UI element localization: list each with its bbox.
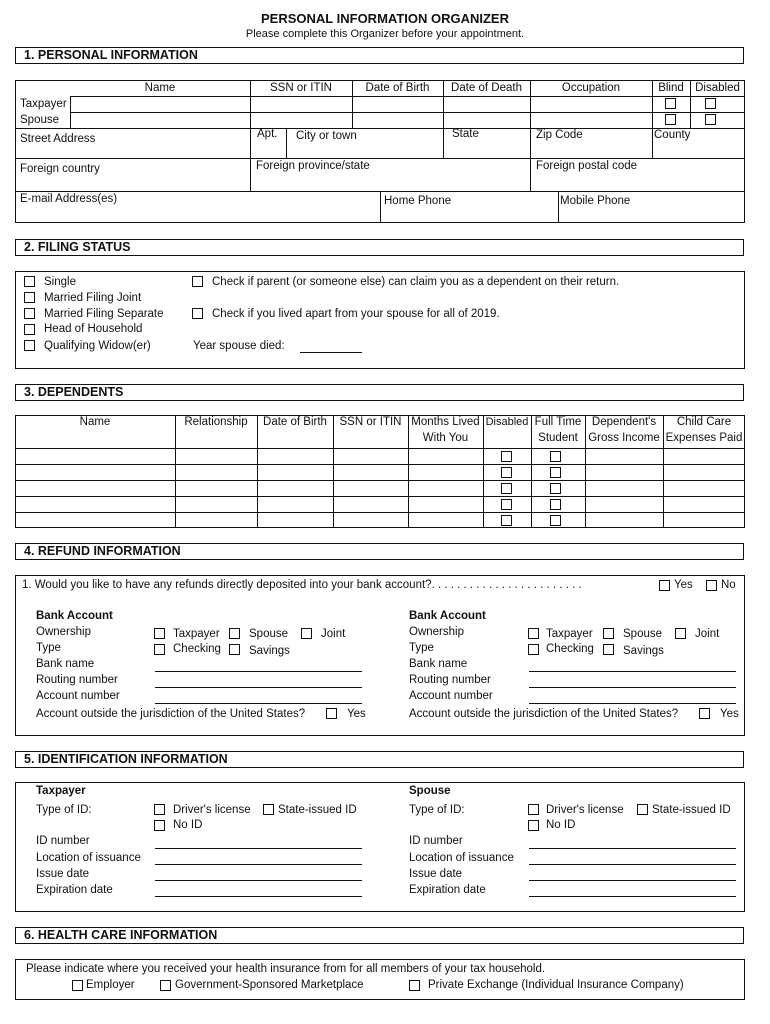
dependent-claim-label: Check if parent (or someone else) can claim you as a dependent on their return. bbox=[212, 276, 620, 288]
dep2-disabled-checkbox[interactable] bbox=[501, 467, 512, 478]
bank1-name-label: Bank name bbox=[36, 658, 95, 670]
id1-state-label: State-issued ID bbox=[278, 804, 357, 816]
id2-type-label: Type of ID: bbox=[409, 804, 465, 816]
bank1-routing-label: Routing number bbox=[36, 674, 118, 686]
bank2-spouse-checkbox[interactable] bbox=[603, 628, 614, 639]
id2-expiration-label: Expiration date bbox=[409, 884, 486, 896]
dep-col-relationship: Relationship bbox=[184, 416, 248, 428]
refund-no-label: No bbox=[721, 579, 736, 591]
lived-apart-checkbox[interactable] bbox=[192, 308, 203, 319]
bank2-outside-yes-label: Yes bbox=[720, 708, 739, 720]
id1-drivers-label: Driver's license bbox=[173, 804, 251, 816]
foreign-province-label: Foreign province/state bbox=[256, 160, 370, 172]
id2-location-field[interactable] bbox=[529, 864, 736, 865]
employer-checkbox[interactable] bbox=[72, 980, 83, 991]
col-name: Name bbox=[144, 82, 176, 94]
bank2-routing-label: Routing number bbox=[409, 674, 491, 686]
bank2-outside-checkbox[interactable] bbox=[699, 708, 710, 719]
refund-yes-label: Yes bbox=[674, 579, 693, 591]
bank2-routing-field[interactable] bbox=[529, 687, 736, 688]
taxpayer-row-label: Taxpayer bbox=[20, 98, 67, 110]
qw-checkbox[interactable] bbox=[24, 340, 35, 351]
col-disabled: Disabled bbox=[695, 82, 740, 94]
bank2-outside-label: Account outside the jurisdiction of the United States? bbox=[409, 708, 679, 720]
dep-col-fulltime: Full Time bbox=[534, 416, 582, 428]
col-blind: Blind bbox=[658, 82, 684, 94]
id1-type-label: Type of ID: bbox=[36, 804, 92, 816]
id1-expiration-field[interactable] bbox=[155, 896, 362, 897]
bank1-outside-checkbox[interactable] bbox=[326, 708, 337, 719]
id1-noid-checkbox[interactable] bbox=[154, 820, 165, 831]
bank1-outside-label: Account outside the jurisdiction of the United States? bbox=[36, 708, 306, 720]
dep2-student-checkbox[interactable] bbox=[550, 467, 561, 478]
bank1-joint-label: Joint bbox=[321, 628, 346, 640]
bank1-savings-checkbox[interactable] bbox=[229, 644, 240, 655]
refund-question: 1. Would you like to have any refunds directly deposited into your bank account?. . . . . . . . . . . . . . . . . . . . . . . . bbox=[22, 579, 582, 591]
hoh-checkbox[interactable] bbox=[24, 324, 35, 335]
dep-col-childcare: Child Care bbox=[676, 416, 732, 428]
identification-box bbox=[15, 782, 745, 912]
single-label: Single bbox=[44, 276, 76, 288]
section-refund-header: 4. REFUND INFORMATION bbox=[15, 543, 744, 560]
bank2-taxpayer-label: Taxpayer bbox=[546, 628, 593, 640]
bank2-title: Bank Account bbox=[409, 610, 486, 622]
id1-issue-label: Issue date bbox=[36, 868, 90, 880]
id2-issue-label: Issue date bbox=[409, 868, 463, 880]
dep5-disabled-checkbox[interactable] bbox=[501, 515, 512, 526]
state-label: State bbox=[452, 128, 479, 140]
bank2-spouse-label: Spouse bbox=[623, 628, 663, 640]
dep1-student-checkbox[interactable] bbox=[550, 451, 561, 462]
section-health-care-header: 6. HEALTH CARE INFORMATION bbox=[15, 927, 744, 944]
bank1-joint-checkbox[interactable] bbox=[301, 628, 312, 639]
bank1-taxpayer-label: Taxpayer bbox=[173, 628, 220, 640]
id2-number-label: ID number bbox=[409, 835, 463, 847]
bank1-checking-checkbox[interactable] bbox=[154, 644, 165, 655]
bank1-routing-field[interactable] bbox=[155, 687, 362, 688]
col-dob: Date of Birth bbox=[365, 82, 430, 94]
id1-number-field[interactable] bbox=[155, 848, 362, 849]
dep1-disabled-checkbox[interactable] bbox=[501, 451, 512, 462]
id2-drivers-label: Driver's license bbox=[546, 804, 624, 816]
dep-col-ssn: SSN or ITIN bbox=[339, 416, 402, 428]
bank2-account-field[interactable] bbox=[529, 703, 736, 704]
bank1-ownership-label: Ownership bbox=[36, 626, 91, 638]
dep-col-childcare-2: Expenses Paid bbox=[665, 432, 743, 444]
year-died-label: Year spouse died: bbox=[193, 340, 285, 352]
dep-col-months: Months Lived bbox=[411, 416, 480, 428]
id1-issue-field[interactable] bbox=[155, 880, 362, 881]
mfs-checkbox[interactable] bbox=[24, 308, 35, 319]
bank2-checking-checkbox[interactable] bbox=[528, 644, 539, 655]
id2-noid-label: No ID bbox=[546, 819, 576, 831]
refund-no-checkbox[interactable] bbox=[706, 580, 717, 591]
foreign-country-label: Foreign country bbox=[20, 163, 100, 175]
bank1-savings-label: Savings bbox=[249, 645, 290, 657]
street-address-label: Street Address bbox=[20, 133, 96, 145]
bank1-title: Bank Account bbox=[36, 610, 113, 622]
dep-col-name: Name bbox=[79, 416, 111, 428]
dep-col-months-2: With You bbox=[422, 432, 469, 444]
section-identification-header: 5. IDENTIFICATION INFORMATION bbox=[15, 751, 744, 768]
dep-col-income-2: Gross Income bbox=[588, 432, 660, 444]
id1-noid-label: No ID bbox=[173, 819, 203, 831]
section-filing-status-header: 2. FILING STATUS bbox=[15, 239, 744, 256]
bank2-type-label: Type bbox=[409, 642, 434, 654]
dep3-student-checkbox[interactable] bbox=[550, 483, 561, 494]
bank2-joint-label: Joint bbox=[695, 628, 720, 640]
bank1-account-field[interactable] bbox=[155, 703, 362, 704]
dep4-student-checkbox[interactable] bbox=[550, 499, 561, 510]
lived-apart-label: Check if you lived apart from your spouse for all of 2019. bbox=[212, 308, 500, 320]
county-label: County bbox=[654, 129, 691, 141]
city-label: City or town bbox=[296, 130, 357, 142]
mobile-phone-label: Mobile Phone bbox=[560, 195, 631, 207]
id1-location-field[interactable] bbox=[155, 864, 362, 865]
bank2-savings-label: Savings bbox=[623, 645, 664, 657]
bank2-ownership-label: Ownership bbox=[409, 626, 464, 638]
id2-noid-checkbox[interactable] bbox=[528, 820, 539, 831]
col-dod: Date of Death bbox=[451, 82, 522, 94]
bank2-taxpayer-checkbox[interactable] bbox=[528, 628, 539, 639]
taxpayer-blind-checkbox[interactable] bbox=[665, 98, 676, 109]
id2-issue-field[interactable] bbox=[529, 880, 736, 881]
dep-col-fulltime-2: Student bbox=[538, 432, 578, 444]
bank2-checking-label: Checking bbox=[546, 643, 594, 655]
spouse-disabled-checkbox[interactable] bbox=[705, 114, 716, 125]
bank2-name-label: Bank name bbox=[409, 658, 468, 670]
id2-state-checkbox[interactable] bbox=[637, 804, 648, 815]
bank2-account-label: Account number bbox=[409, 690, 493, 702]
bank1-taxpayer-checkbox[interactable] bbox=[154, 628, 165, 639]
bank2-joint-checkbox[interactable] bbox=[675, 628, 686, 639]
year-died-field[interactable] bbox=[300, 352, 362, 353]
id2-location-label: Location of issuance bbox=[409, 852, 514, 864]
id1-number-label: ID number bbox=[36, 835, 90, 847]
bank1-account-label: Account number bbox=[36, 690, 120, 702]
id2-drivers-checkbox[interactable] bbox=[528, 804, 539, 815]
bank2-savings-checkbox[interactable] bbox=[603, 644, 614, 655]
id2-state-label: State-issued ID bbox=[652, 804, 731, 816]
bank1-checking-label: Checking bbox=[173, 643, 221, 655]
id1-expiration-label: Expiration date bbox=[36, 884, 113, 896]
taxpayer-disabled-checkbox[interactable] bbox=[705, 98, 716, 109]
col-ssn: SSN or ITIN bbox=[270, 82, 332, 94]
bank1-type-label: Type bbox=[36, 642, 61, 654]
dependent-claim-checkbox[interactable] bbox=[192, 276, 203, 287]
email-label: E-mail Address(es) bbox=[20, 193, 118, 205]
spouse-blind-checkbox[interactable] bbox=[665, 114, 676, 125]
page-subtitle: Please complete this Organizer before your appointment. bbox=[245, 28, 525, 40]
id1-state-checkbox[interactable] bbox=[263, 804, 274, 815]
dep-col-income: Dependent's bbox=[591, 416, 657, 428]
marketplace-label: Government-Sponsored Marketplace bbox=[175, 979, 364, 991]
zip-label: Zip Code bbox=[536, 129, 583, 141]
mfj-checkbox[interactable] bbox=[24, 292, 35, 303]
home-phone-label: Home Phone bbox=[384, 195, 452, 207]
id2-number-field[interactable] bbox=[529, 848, 736, 849]
qw-label: Qualifying Widow(er) bbox=[44, 340, 151, 352]
mfs-label: Married Filing Separate bbox=[44, 308, 164, 320]
id2-title: Spouse bbox=[409, 785, 451, 797]
bank1-spouse-label: Spouse bbox=[249, 628, 289, 640]
col-occupation: Occupation bbox=[561, 82, 621, 94]
id1-location-label: Location of issuance bbox=[36, 852, 141, 864]
dep4-disabled-checkbox[interactable] bbox=[501, 499, 512, 510]
dep3-disabled-checkbox[interactable] bbox=[501, 483, 512, 494]
page-title: PERSONAL INFORMATION ORGANIZER bbox=[261, 11, 509, 26]
id2-expiration-field[interactable] bbox=[529, 896, 736, 897]
dep-col-dob: Date of Birth bbox=[263, 416, 327, 428]
id1-title: Taxpayer bbox=[36, 785, 86, 797]
dep-col-disabled: Disabled bbox=[485, 416, 529, 428]
exchange-label: Private Exchange (Individual Insurance Company) bbox=[428, 979, 684, 991]
section-personal-info-header: 1. PERSONAL INFORMATION bbox=[15, 47, 744, 64]
foreign-postal-label: Foreign postal code bbox=[536, 160, 638, 172]
health-care-text: Please indicate where you received your health insurance from for all members of your tax household. bbox=[26, 963, 546, 975]
exchange-checkbox[interactable] bbox=[409, 980, 420, 991]
marketplace-checkbox[interactable] bbox=[160, 980, 171, 991]
apt-label: Apt. bbox=[257, 128, 278, 140]
single-checkbox[interactable] bbox=[24, 276, 35, 287]
section-dependents-header: 3. DEPENDENTS bbox=[15, 384, 744, 401]
id1-drivers-checkbox[interactable] bbox=[154, 804, 165, 815]
hoh-label: Head of Household bbox=[44, 323, 143, 335]
bank1-spouse-checkbox[interactable] bbox=[229, 628, 240, 639]
spouse-row-label: Spouse bbox=[20, 114, 60, 126]
employer-label: Employer bbox=[86, 979, 135, 991]
dep5-student-checkbox[interactable] bbox=[550, 515, 561, 526]
mfj-label: Married Filing Joint bbox=[44, 292, 142, 304]
bank2-name-field[interactable] bbox=[529, 671, 736, 672]
bank1-name-field[interactable] bbox=[155, 671, 362, 672]
bank1-outside-yes-label: Yes bbox=[347, 708, 366, 720]
refund-yes-checkbox[interactable] bbox=[659, 580, 670, 591]
